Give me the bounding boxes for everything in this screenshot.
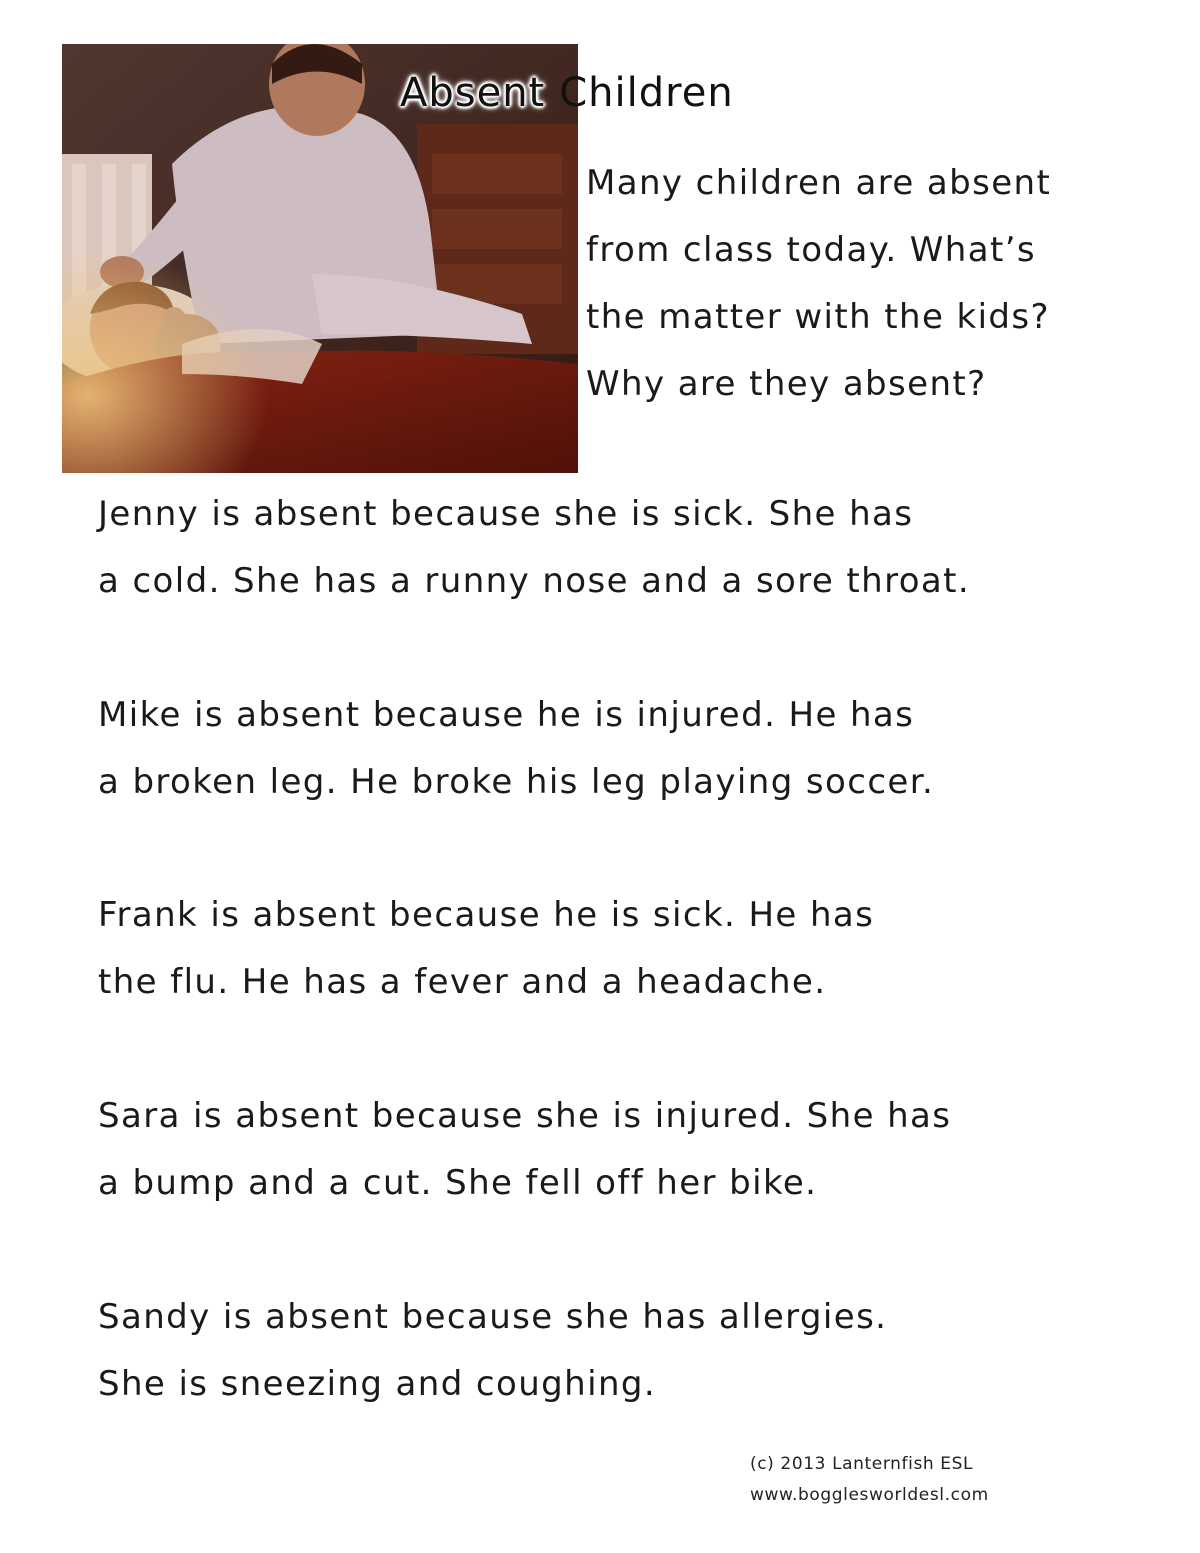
footer-credits	[750, 1449, 989, 1511]
paragraph-line: a cold. She has a runny nose and a sore throat.	[98, 561, 971, 601]
paragraph-mike	[98, 682, 1138, 816]
paragraph-line: Mike is absent because he is injured. He has	[98, 695, 915, 735]
paragraph-line: the flu. He has a fever and a headache.	[98, 962, 827, 1002]
paragraph-line: Jenny is absent because she is sick. She has	[98, 494, 914, 534]
paragraph-line: Sara is absent because she is injured. She has	[98, 1096, 952, 1136]
paragraph-jenny	[98, 481, 1138, 615]
title-word-children: Children	[559, 70, 734, 116]
paragraph-line: a bump and a cut. She fell off her bike.	[98, 1163, 818, 1203]
title-word-absent: Absent	[400, 70, 546, 116]
copyright-text: (c) 2013 Lanternfish ESL	[750, 1454, 974, 1474]
paragraph-line: She is sneezing and coughing.	[98, 1364, 657, 1404]
intro-paragraph	[586, 150, 1146, 418]
paragraph-sara	[98, 1083, 1138, 1217]
page-title	[400, 70, 734, 126]
intro-line: Many children are absent	[586, 163, 1052, 203]
intro-line: from class today. What’s	[586, 230, 1037, 270]
paragraph-sandy	[98, 1284, 1138, 1418]
paragraph-line: Sandy is absent because she has allergies.	[98, 1297, 888, 1337]
paragraph-line: Frank is absent because he is sick. He has	[98, 895, 875, 935]
website-text: www.bogglesworldesl.com	[750, 1485, 989, 1505]
paragraph-line: a broken leg. He broke his leg playing soccer.	[98, 762, 935, 802]
paragraph-frank	[98, 882, 1138, 1016]
intro-line: Why are they absent?	[586, 364, 987, 404]
intro-line: the matter with the kids?	[586, 297, 1050, 337]
